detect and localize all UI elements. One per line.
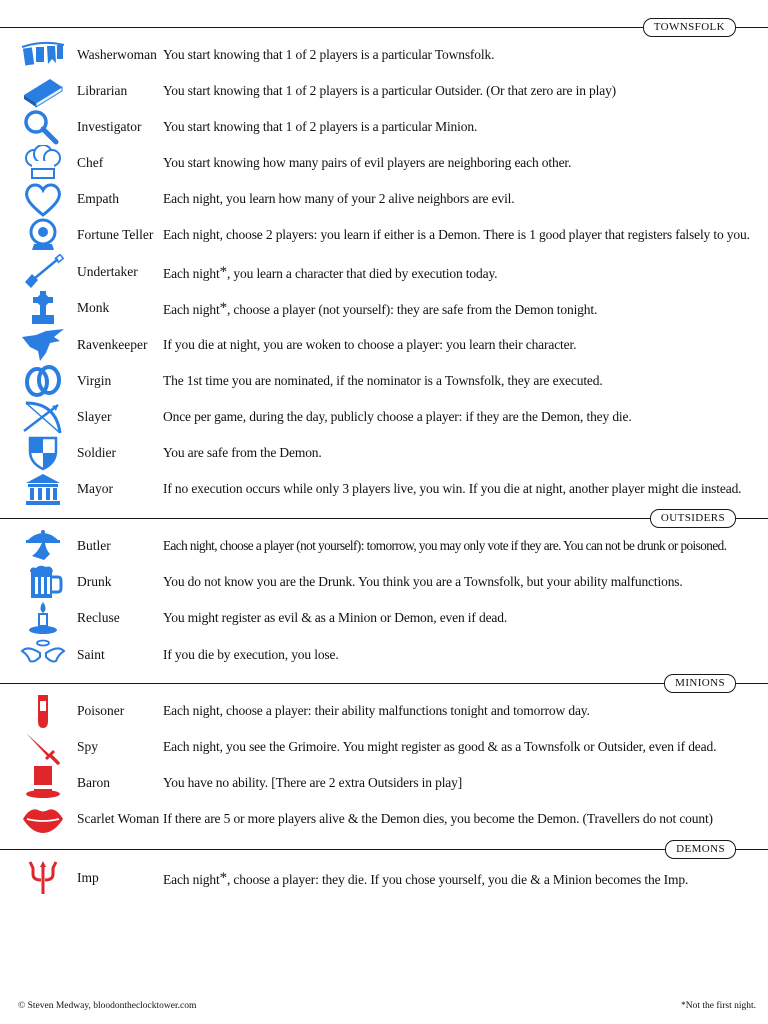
character-ability bbox=[163, 254, 497, 290]
character-name: Recluse bbox=[77, 610, 120, 625]
gravestone-cross-icon bbox=[20, 290, 66, 326]
character-ability: You are safe from the Demon. bbox=[163, 445, 322, 460]
character-row-butler bbox=[0, 528, 768, 564]
character-name: Scarlet Woman bbox=[77, 811, 160, 826]
character-ability: If there are 5 or more players alive & the Demon dies, you become the Demon. (Travellers do not count) bbox=[163, 811, 713, 826]
character-row-baron bbox=[0, 765, 768, 801]
character-ability: You might register as evil & as a Minion or Demon, even if dead. bbox=[163, 610, 508, 625]
character-row-empath bbox=[0, 181, 768, 217]
character-row-mayor bbox=[0, 471, 768, 507]
shovel-icon bbox=[20, 254, 66, 290]
character-name: Undertaker bbox=[77, 264, 138, 279]
character-row-spy bbox=[0, 729, 768, 765]
character-row-librarian bbox=[0, 73, 768, 109]
crystal-ball-icon bbox=[20, 217, 66, 253]
copyright-footer: © Steven Medway, bloodontheclocktower.com bbox=[18, 1001, 197, 1011]
dagger-icon bbox=[20, 729, 66, 765]
demons-header: DEMONS bbox=[665, 840, 736, 859]
character-row-recluse bbox=[0, 600, 768, 636]
character-ability: Once per game, during the day, publicly choose a player: if they are the Demon, they die. bbox=[163, 409, 632, 424]
washerwoman-icon bbox=[20, 37, 66, 73]
character-ability: If no execution occurs while only 3 players live, you win. If you die at night, another player might die instead. bbox=[163, 481, 742, 496]
magnifier-icon bbox=[20, 109, 66, 145]
character-row-monk bbox=[0, 290, 768, 326]
character-name: Librarian bbox=[77, 83, 128, 98]
minions-divider bbox=[0, 683, 768, 684]
first-night-asterisk: * bbox=[219, 870, 227, 886]
first-night-asterisk: * bbox=[219, 300, 227, 316]
ability-text-post: , you learn a character that died by execution today. bbox=[226, 266, 498, 281]
character-name: Ravenkeeper bbox=[77, 337, 148, 352]
ability-text-post: , choose a player (not yourself): they are safe from the Demon tonight. bbox=[226, 302, 598, 317]
serving-tray-icon bbox=[20, 528, 66, 564]
top-hat-icon bbox=[20, 765, 66, 801]
character-ability: You start knowing that 1 of 2 players is a particular Townsfolk. bbox=[163, 47, 495, 62]
character-ability bbox=[163, 290, 597, 326]
character-ability: Each night, choose a player (not yourself): tomorrow, you may only vote if they are. You can not be drunk or poisoned. bbox=[163, 538, 727, 553]
character-name: Drunk bbox=[77, 574, 112, 589]
character-name: Investigator bbox=[77, 119, 142, 134]
first-night-asterisk: * bbox=[219, 264, 227, 280]
character-name: Spy bbox=[77, 739, 99, 754]
lips-icon bbox=[20, 801, 66, 837]
character-ability: Each night, you learn how many of your 2 alive neighbors are evil. bbox=[163, 191, 515, 206]
character-ability: You do not know you are the Drunk. You think you are a Townsfolk, but your ability malfunctions. bbox=[163, 574, 683, 589]
character-row-slayer bbox=[0, 399, 768, 435]
character-ability bbox=[163, 860, 688, 896]
character-row-washerwoman bbox=[0, 37, 768, 73]
character-name: Virgin bbox=[77, 373, 112, 388]
poison-vial-icon bbox=[20, 693, 66, 729]
raven-icon bbox=[20, 327, 66, 363]
rings-icon bbox=[20, 363, 66, 399]
character-row-scarlet-woman bbox=[0, 801, 768, 837]
character-row-undertaker bbox=[0, 254, 768, 290]
outsiders-header: OUTSIDERS bbox=[650, 509, 736, 528]
character-name: Chef bbox=[77, 155, 104, 170]
heart-icon bbox=[20, 181, 66, 217]
beer-mug-icon bbox=[20, 564, 66, 600]
character-ability: Each night, you see the Grimoire. You might register as good & as a Townsfolk or Outsider, even if dead. bbox=[163, 739, 717, 754]
ability-text-pre: Each night bbox=[163, 872, 220, 887]
trident-icon bbox=[20, 860, 66, 896]
character-row-virgin bbox=[0, 363, 768, 399]
character-name: Empath bbox=[77, 191, 119, 206]
ability-text-pre: Each night bbox=[163, 266, 220, 281]
character-row-drunk bbox=[0, 564, 768, 600]
character-name: Slayer bbox=[77, 409, 112, 424]
ability-text-pre: Each night bbox=[163, 302, 220, 317]
character-name: Soldier bbox=[77, 445, 116, 460]
character-name: Mayor bbox=[77, 481, 113, 496]
shield-icon bbox=[20, 435, 66, 471]
character-row-imp bbox=[0, 860, 768, 896]
character-row-saint bbox=[0, 637, 768, 673]
ability-text-post: , choose a player: they die. If you chose yourself, you die & a Minion becomes the Imp. bbox=[226, 872, 689, 887]
character-name: Baron bbox=[77, 775, 110, 790]
book-icon bbox=[20, 73, 66, 109]
candle-icon bbox=[20, 600, 66, 636]
character-ability: You start knowing how many pairs of evil players are neighboring each other. bbox=[163, 155, 572, 170]
character-name: Imp bbox=[77, 870, 99, 885]
minions-header: MINIONS bbox=[664, 674, 736, 693]
character-name: Monk bbox=[77, 300, 110, 315]
character-name: Butler bbox=[77, 538, 111, 553]
footnote-first-night: *Not the first night. bbox=[681, 1001, 756, 1011]
character-ability: You start knowing that 1 of 2 players is a particular Minion. bbox=[163, 119, 478, 134]
character-name: Fortune Teller bbox=[77, 227, 154, 242]
character-ability: If you die by execution, you lose. bbox=[163, 647, 339, 662]
character-row-soldier bbox=[0, 435, 768, 471]
character-ability: Each night, choose 2 players: you learn if either is a Demon. There is 1 good player that registers falsely to you. bbox=[163, 227, 750, 242]
character-name: Poisoner bbox=[77, 703, 125, 718]
demons-divider bbox=[0, 849, 768, 850]
chef-hat-icon bbox=[20, 145, 66, 181]
character-name: Saint bbox=[77, 647, 105, 662]
townsfolk-header: TOWNSFOLK bbox=[643, 18, 736, 37]
character-ability: You have no ability. [There are 2 extra Outsiders in play] bbox=[163, 775, 463, 790]
character-row-poisoner bbox=[0, 693, 768, 729]
character-name: Washerwoman bbox=[77, 47, 157, 62]
character-row-fortune-teller bbox=[0, 217, 768, 253]
character-ability: If you die at night, you are woken to choose a player: you learn their character. bbox=[163, 337, 577, 352]
character-ability: The 1st time you are nominated, if the nominator is a Townsfolk, they are executed. bbox=[163, 373, 603, 388]
character-row-chef bbox=[0, 145, 768, 181]
character-row-ravenkeeper bbox=[0, 327, 768, 363]
townhall-icon bbox=[20, 471, 66, 507]
character-ability: You start knowing that 1 of 2 players is a particular Outsider. (Or that zero are in play) bbox=[163, 83, 617, 98]
angel-wings-icon bbox=[20, 637, 66, 673]
character-ability: Each night, choose a player: their ability malfunctions tonight and tomorrow day. bbox=[163, 703, 590, 718]
crossbow-icon bbox=[20, 399, 66, 435]
character-row-investigator bbox=[0, 109, 768, 145]
